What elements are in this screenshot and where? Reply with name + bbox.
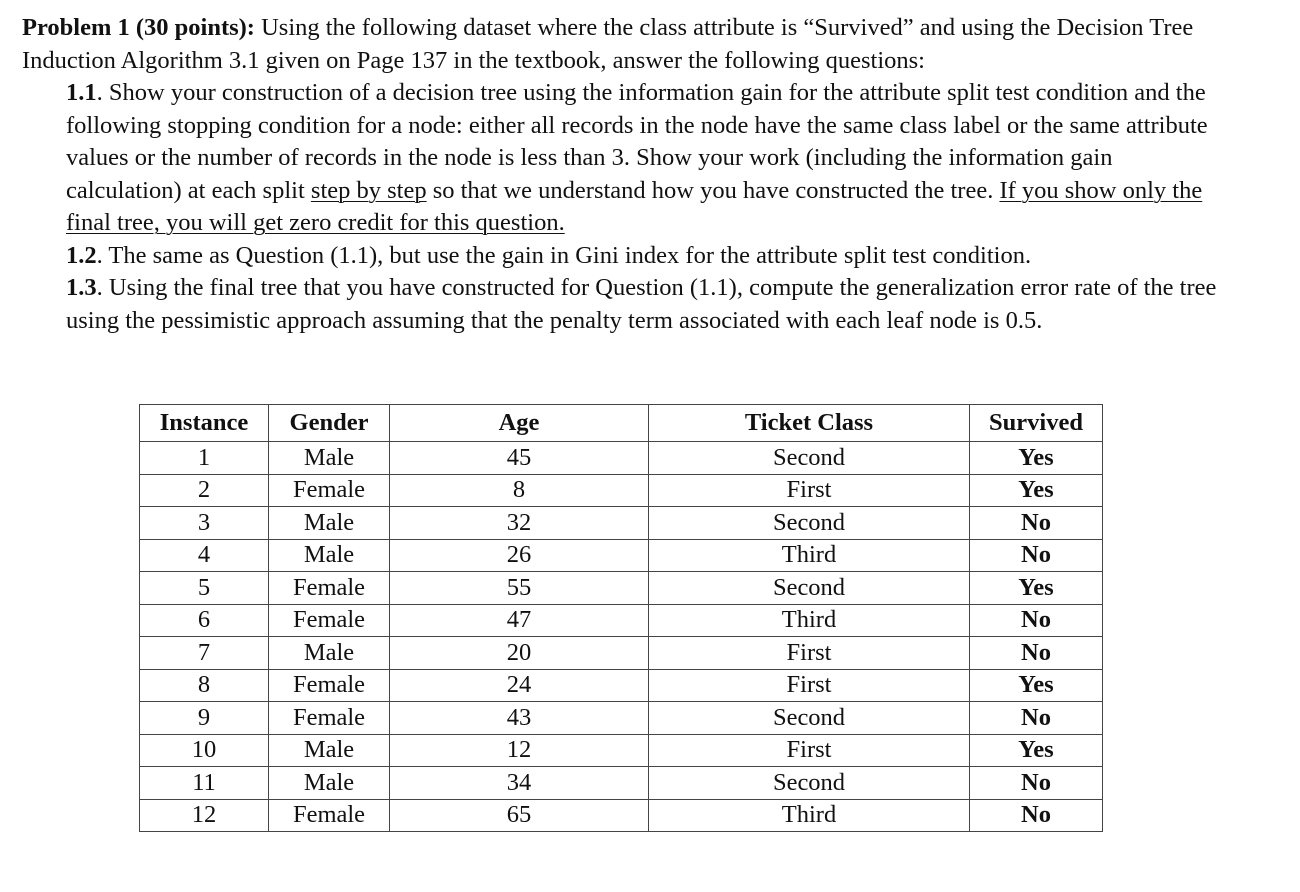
cell-gender: Male (269, 734, 390, 767)
cell-age: 65 (390, 799, 649, 832)
cell-age: 8 (390, 474, 649, 507)
problem-statement (22, 12, 1234, 337)
cell-instance: 10 (140, 734, 269, 767)
table-row (140, 799, 1103, 832)
question-1-1 (66, 77, 1234, 240)
table-row (140, 734, 1103, 767)
cell-gender: Male (269, 507, 390, 540)
cell-survived: No (970, 767, 1103, 800)
table-row (140, 669, 1103, 702)
cell-survived: No (970, 604, 1103, 637)
table-row (140, 637, 1103, 670)
cell-instance: 3 (140, 507, 269, 540)
cell-age: 43 (390, 702, 649, 735)
cell-age: 34 (390, 767, 649, 800)
cell-age: 24 (390, 669, 649, 702)
table-row (140, 572, 1103, 605)
table-row (140, 539, 1103, 572)
cell-ticket-class: First (649, 637, 970, 670)
cell-age: 45 (390, 442, 649, 475)
cell-ticket-class: Third (649, 799, 970, 832)
cell-ticket-class: Second (649, 507, 970, 540)
question-1-3 (66, 272, 1234, 337)
question-1-2-text: . The same as Question (1.1), but use the gain in Gini index for the attribute split test condition. (96, 241, 1032, 269)
cell-gender: Female (269, 604, 390, 637)
cell-ticket-class: Second (649, 572, 970, 605)
header-ticket-class: Ticket Class (649, 405, 970, 442)
cell-survived: No (970, 539, 1103, 572)
cell-instance: 7 (140, 637, 269, 670)
cell-age: 20 (390, 637, 649, 670)
cell-survived: No (970, 799, 1103, 832)
cell-gender: Female (269, 702, 390, 735)
cell-instance: 8 (140, 669, 269, 702)
cell-ticket-class: Third (649, 604, 970, 637)
header-age: Age (390, 405, 649, 442)
cell-age: 47 (390, 604, 649, 637)
cell-instance: 9 (140, 702, 269, 735)
cell-gender: Male (269, 442, 390, 475)
cell-ticket-class: Second (649, 702, 970, 735)
question-1-1-text-a: . Show your construction of a decision tree using the information gain for the attribute split test condition and the following stopping condition for a node: either all records in the node have the same class label or the same attribute values or the number of records in the node is less than 3. Show your work (including the information gain calculation) at each split (66, 79, 1208, 204)
cell-gender: Male (269, 637, 390, 670)
cell-survived: Yes (970, 474, 1103, 507)
cell-gender: Female (269, 669, 390, 702)
cell-instance: 1 (140, 442, 269, 475)
header-gender: Gender (269, 405, 390, 442)
cell-gender: Female (269, 474, 390, 507)
cell-survived: Yes (970, 734, 1103, 767)
table-row (140, 604, 1103, 637)
table-header-row (140, 405, 1103, 442)
cell-survived: Yes (970, 442, 1103, 475)
question-1-1-underline-warning: If you show only the final tree, you will get zero credit for this question. (66, 176, 1203, 236)
question-1-1-underline-step: step by step (310, 176, 427, 204)
table-row (140, 702, 1103, 735)
cell-age: 55 (390, 572, 649, 605)
cell-survived: No (970, 702, 1103, 735)
cell-instance: 4 (140, 539, 269, 572)
cell-instance: 11 (140, 767, 269, 800)
question-1-1-number: 1.1 (66, 79, 97, 106)
cell-survived: No (970, 637, 1103, 670)
table-body (140, 442, 1103, 832)
cell-ticket-class: Second (649, 767, 970, 800)
table-row (140, 767, 1103, 800)
cell-gender: Female (269, 572, 390, 605)
cell-instance: 5 (140, 572, 269, 605)
cell-age: 12 (390, 734, 649, 767)
problem-heading: Problem 1 (30 points): (22, 14, 255, 41)
question-1-3-number: 1.3 (66, 274, 97, 301)
cell-ticket-class: Third (649, 539, 970, 572)
cell-ticket-class: Second (649, 442, 970, 475)
problem-intro (22, 12, 1234, 77)
header-instance: Instance (140, 405, 269, 442)
table-row (140, 507, 1103, 540)
cell-survived: Yes (970, 572, 1103, 605)
cell-survived: No (970, 507, 1103, 540)
cell-gender: Male (269, 539, 390, 572)
cell-gender: Female (269, 799, 390, 832)
question-1-1-text-b: so that we understand how you have constructed the tree. (426, 176, 1000, 204)
cell-age: 26 (390, 539, 649, 572)
dataset-table (139, 404, 1103, 832)
cell-ticket-class: First (649, 474, 970, 507)
question-1-2-number: 1.2 (66, 241, 97, 269)
cell-survived: Yes (970, 669, 1103, 702)
header-survived: Survived (970, 405, 1103, 442)
problem-intro-text: Using the following dataset where the class attribute is “Survived” and using the Decision Tree Induction Algorithm 3.1 given on Page 137 in the textbook, answer the following questions: (22, 14, 1194, 74)
cell-ticket-class: First (649, 669, 970, 702)
cell-instance: 6 (140, 604, 269, 637)
cell-instance: 12 (140, 799, 269, 832)
question-1-2 (66, 240, 1234, 273)
question-1-3-text: . Using the final tree that you have constructed for Question (1.1), compute the generalization error rate of the tree using the pessimistic approach assuming that the penalty term associated with each leaf node is 0.5. (66, 274, 1217, 334)
table-row (140, 474, 1103, 507)
cell-ticket-class: First (649, 734, 970, 767)
table-row (140, 442, 1103, 475)
cell-instance: 2 (140, 474, 269, 507)
cell-age: 32 (390, 507, 649, 540)
cell-gender: Male (269, 767, 390, 800)
